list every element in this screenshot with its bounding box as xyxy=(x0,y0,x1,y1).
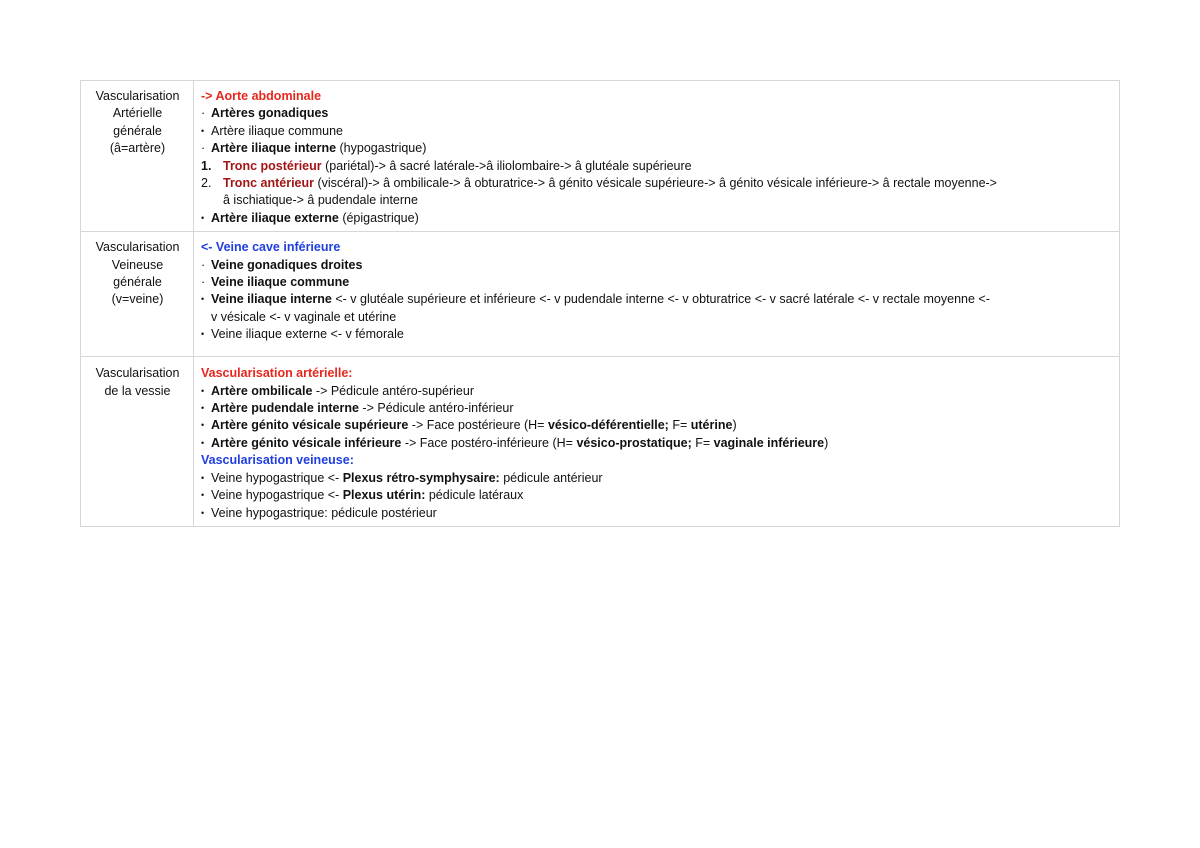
bullet-icon: • xyxy=(201,385,205,396)
bullet-icon: • xyxy=(201,212,205,223)
list-item: · Veine iliaque commune xyxy=(201,274,1113,291)
label-line: Vascularisation xyxy=(95,89,180,103)
label-line: Vascularisation xyxy=(95,240,180,255)
bullet-icon: • xyxy=(201,420,205,431)
list-item: • Veine iliaque interne <- v glutéale supérieure et inférieure <- v pudendale interne <- v obturatrice <- v sacré latérale <- v rectale moyenne <- xyxy=(201,291,1113,308)
bullet-icon: • xyxy=(201,507,205,518)
list-item: · Veine gonadiques droites xyxy=(201,257,1113,274)
bullet-icon: · xyxy=(201,141,206,156)
row-content xyxy=(194,232,1120,357)
label-line: Artérielle xyxy=(112,106,163,121)
bullet-icon: • xyxy=(201,403,205,414)
bullet-icon: · xyxy=(201,257,206,272)
row-content xyxy=(194,357,1120,527)
bullet-icon: • xyxy=(201,329,205,340)
label-line: générale xyxy=(113,123,162,138)
list-item: • Artère iliaque commune xyxy=(201,123,1113,140)
list-item: • Artère génito vésicale inférieure -> Face postéro-inférieure (H= vésico-prostatique; F= vaginale inférieure) xyxy=(201,435,1113,452)
list-item: • Veine hypogastrique: pédicule postérieur xyxy=(201,505,1113,522)
vascularisation-table xyxy=(80,80,1120,527)
list-item: • Artère pudendale interne -> Pédicule antéro-inférieur xyxy=(201,400,1113,417)
list-item: 2. Tronc antérieur (viscéral)-> â ombilicale-> â obturatrice-> â génito vésicale supérieure-> â génito vésicale inférieure-> â rectale moyenne-> xyxy=(201,176,997,191)
section-heading: Vascularisation veineuse: xyxy=(201,453,354,468)
label-line: Veineuse xyxy=(111,257,164,272)
label-line: de la vessie xyxy=(104,383,171,398)
list-item: · Artères gonadiques xyxy=(201,105,1113,122)
bullet-icon: · xyxy=(201,106,206,121)
label-line: (v=veine) xyxy=(111,292,164,307)
section-heading: Vascularisation artérielle: xyxy=(201,366,353,381)
list-item: • Artère ombilicale -> Pédicule antéro-supérieur xyxy=(201,383,1113,400)
row-label xyxy=(81,81,194,232)
section-heading: <- Veine cave inférieure xyxy=(201,240,341,255)
list-item: • Artère génito vésicale supérieure -> Face postérieure (H= vésico-déférentielle; F= utérine) xyxy=(201,417,1113,434)
section-heading: -> Aorte abdominale xyxy=(201,89,322,103)
list-item-continuation: v vésicale <- v vaginale et utérine xyxy=(211,309,397,324)
bullet-icon: • xyxy=(201,437,205,448)
bullet-icon: • xyxy=(201,294,205,305)
row-label xyxy=(81,232,194,357)
row-label xyxy=(81,357,194,527)
bullet-icon: • xyxy=(201,472,205,483)
list-item: • Veine iliaque externe <- v fémorale xyxy=(201,326,1113,343)
row-vessie xyxy=(81,357,1120,527)
label-line: (â=artère) xyxy=(109,141,166,156)
row-arterielle xyxy=(81,81,1120,232)
list-item-continuation: â ischiatique-> â pudendale interne xyxy=(223,193,418,208)
label-line: générale xyxy=(113,275,162,290)
bullet-icon: • xyxy=(201,125,205,136)
bullet-icon: • xyxy=(201,490,205,501)
list-item: 1. Tronc postérieur (pariétal)-> â sacré latérale->â iliolombaire-> â glutéale supérieure xyxy=(201,158,692,173)
label-line: Vascularisation xyxy=(95,366,180,381)
row-veineuse xyxy=(81,232,1120,357)
list-item: • Veine hypogastrique <- Plexus utérin: pédicule latéraux xyxy=(201,487,1113,504)
bullet-icon: · xyxy=(201,275,206,290)
list-item: • Artère iliaque externe (épigastrique) xyxy=(201,210,1113,227)
list-item: · Artère iliaque interne (hypogastrique) xyxy=(201,140,1113,157)
row-content xyxy=(194,81,1120,232)
list-item: • Veine hypogastrique <- Plexus rétro-symphysaire: pédicule antérieur xyxy=(201,470,1113,487)
